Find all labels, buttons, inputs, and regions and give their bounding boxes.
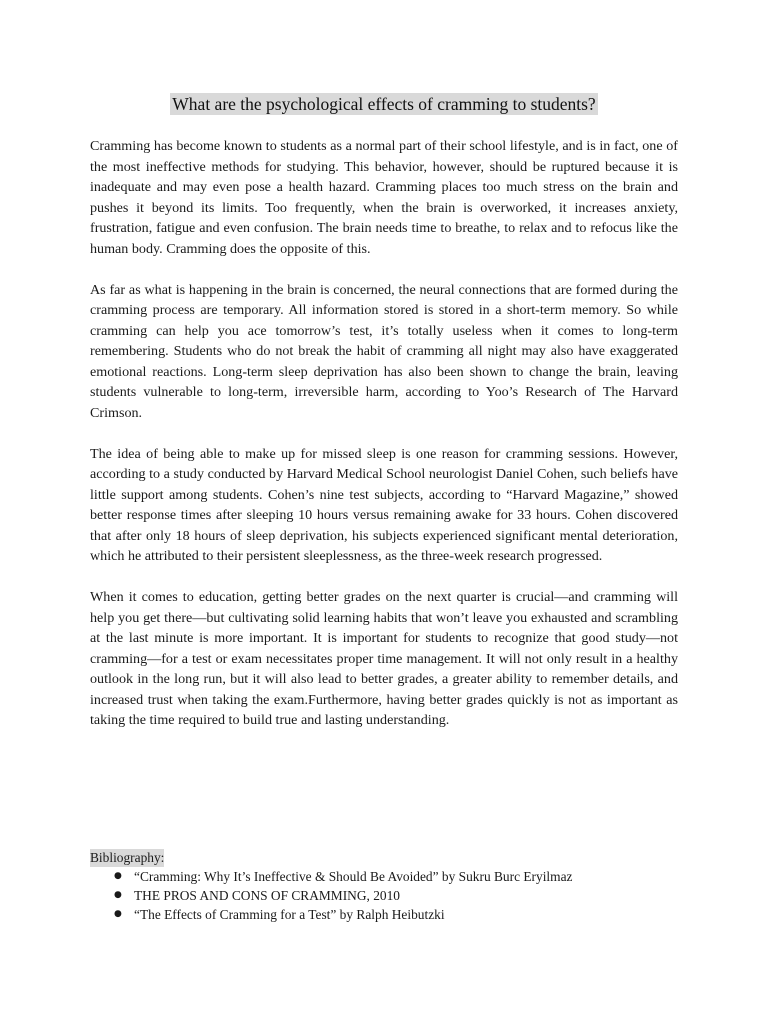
title-container bbox=[0, 93, 768, 115]
paragraph-2: As far as what is happening in the brain is concerned, the neural connections that are formed during the cramming process are temporary. All information stored is stored in a short-term memory. So while cramming can help you ace tomorrow’s test, it’s totally useless when it comes to long-term remembering. Students who do not break the habit of cramming all night may also have exaggerated emotional reactions. Long-term sleep deprivation has also been shown to change the brain, leaving students vulnerable to long-term, irreversible harm, according to Yoo’s Research of The Harvard Crimson. bbox=[90, 281, 678, 421]
bibliography-item-text: “Cramming: Why It’s Ineffective & Should Be Avoided” by Sukru Burc Eryilmaz bbox=[134, 869, 573, 884]
bibliography-item bbox=[90, 886, 678, 905]
paragraph-3: The idea of being able to make up for missed sleep is one reason for cramming sessions. However, according to a study conducted by Harvard Medical School neurologist Daniel Cohen, such beliefs have little support among students. Cohen’s nine test subjects, according to “Harvard Magazine,” showed better response times after sleeping 10 hours versus remaining awake for 33 hours. Cohen discovered that after only 18 hours of sleep deprivation, his subjects experienced significant mental deterioration, which he attributed to their persistent sleeplessness, as the three-week research progressed. bbox=[90, 445, 678, 564]
paragraph-1: Cramming has become known to students as a normal part of their school lifestyle, and is in fact, one of the most ineffective methods for studying. This behavior, however, should be ruptured because it is inadequate and may even pose a health hazard. Cramming places too much stress on the brain and pushes it beyond its limits. Too frequently, when the brain is overworked, it increases anxiety, frustration, fatigue and even confusion. The brain needs time to breathe, to relax and to refocus like the human body. Cramming does the opposite of this. bbox=[90, 138, 678, 257]
bibliography-list bbox=[90, 867, 678, 924]
bibliography-item bbox=[90, 867, 678, 886]
bibliography-item bbox=[90, 905, 678, 924]
bibliography-section bbox=[90, 848, 678, 924]
bibliography-item-text: THE PROS AND CONS OF CRAMMING, 2010 bbox=[134, 888, 400, 903]
bibliography-item-text: “The Effects of Cramming for a Test” by Ralph Heibutzki bbox=[134, 907, 445, 922]
document-title: What are the psychological effects of cramming to students? bbox=[172, 94, 596, 114]
bullet-icon: ● bbox=[114, 909, 122, 919]
bullet-icon: ● bbox=[114, 871, 122, 881]
document-body bbox=[90, 136, 678, 751]
paragraph-4: When it comes to education, getting better grades on the next quarter is crucial—and cramming will help you get there—but cultivating solid learning habits that won’t leave you exhausted and scrambling at the last minute is more important. It is important for students to recognize that good study—not cramming—for a test or exam necessitates proper time management. It will not only result in a healthy outlook in the long run, but it will also lead to better grades, a greater ability to remember details, and increased trust when taking the exam.Furthermore, having better grades quickly is not as important as taking the time required to build true and lasting understanding. bbox=[90, 589, 678, 728]
bullet-icon: ● bbox=[114, 890, 122, 900]
bibliography-heading: Bibliography: bbox=[90, 850, 165, 865]
